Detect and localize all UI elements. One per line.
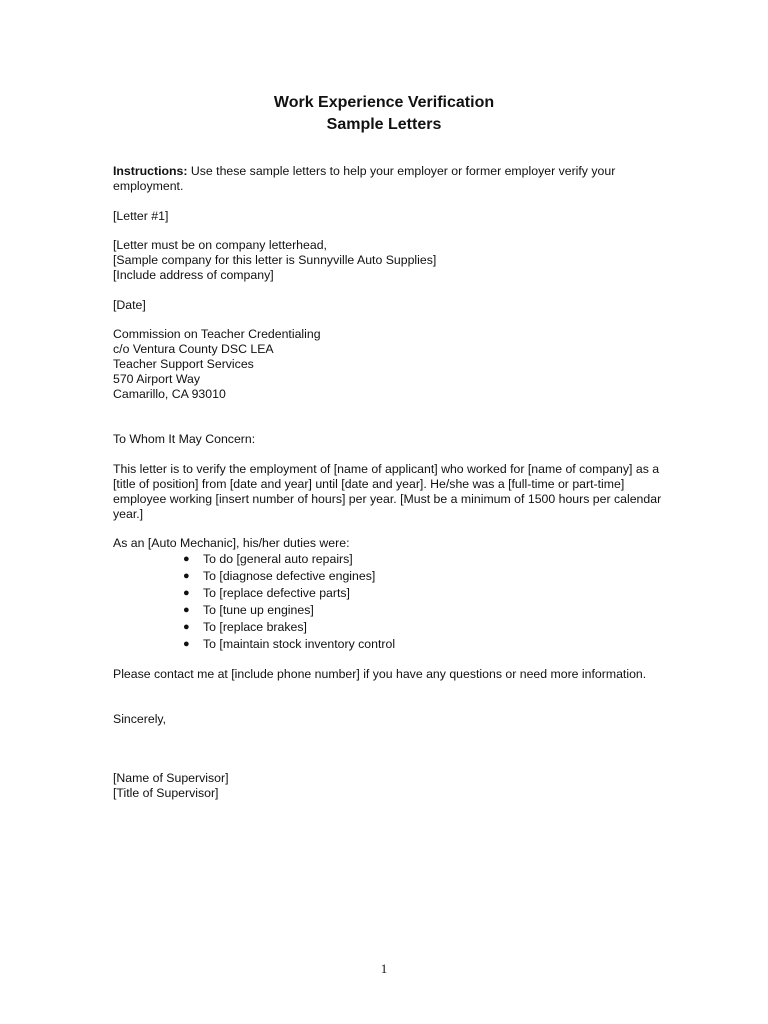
instructions-label: Instructions: [113,164,188,178]
list-item: ● To do [general auto repairs] [183,552,353,566]
letterhead-line: [Include address of company] [113,268,274,282]
bullet-icon: ● [183,638,190,650]
instructions-paragraph [113,164,673,194]
greeting: To Whom It May Concern: [113,432,256,446]
letter-number: [Letter #1] [113,209,169,223]
letterhead-line: [Letter must be on company letterhead, [113,238,327,252]
bullet-icon: ● [183,587,190,599]
recipient-address [113,327,673,402]
bullet-icon: ● [183,621,190,633]
page-title: Work Experience Verification [273,94,495,111]
signature-block [113,771,673,801]
closing: Sincerely, [113,712,167,726]
contact-paragraph: Please contact me at [include phone number] if you have any questions or need more information. [113,667,647,681]
address-line: Camarillo, CA 93010 [113,387,226,401]
duties-list [183,551,395,653]
letterhead-line: [Sample company for this letter is Sunnyville Auto Supplies] [113,253,437,267]
page-subtitle: Sample Letters [326,116,442,133]
bullet-icon: ● [183,570,190,582]
address-line: 570 Airport Way [113,372,201,386]
bullet-icon: ● [183,604,190,616]
letter-date: [Date] [113,298,146,312]
duties-intro: As an [Auto Mechanic], his/her duties were: [113,536,350,550]
address-line: Commission on Teacher Credentialing [113,327,321,341]
address-line: Teacher Support Services [113,357,254,371]
supervisor-title: [Title of Supervisor] [113,786,219,800]
list-item: ● To [maintain stock inventory control [183,637,396,651]
page-number: 1 [380,961,388,976]
body-paragraph: This letter is to verify the employment of [name of applicant] who worked for [name of company] as a [title of position] from [date and year] until [date and year]. He/she was a [full-time or part-time] employee working [insert number of hours] per year. [Must be a minimum of 1500 hours per calendar year.] [113,462,662,521]
list-item: ● To [replace defective parts] [183,586,350,600]
instructions-text: Use these sample letters to help your employer or former employer verify your employment. [113,164,616,193]
bullet-icon: ● [183,553,190,565]
address-line: c/o Ventura County DSC LEA [113,342,274,356]
letterhead-notes [113,238,673,283]
list-item: ● To [replace brakes] [183,620,307,634]
list-item: ● To [diagnose defective engines] [183,569,376,583]
supervisor-name: [Name of Supervisor] [113,771,229,785]
list-item: ● To [tune up engines] [183,603,314,617]
